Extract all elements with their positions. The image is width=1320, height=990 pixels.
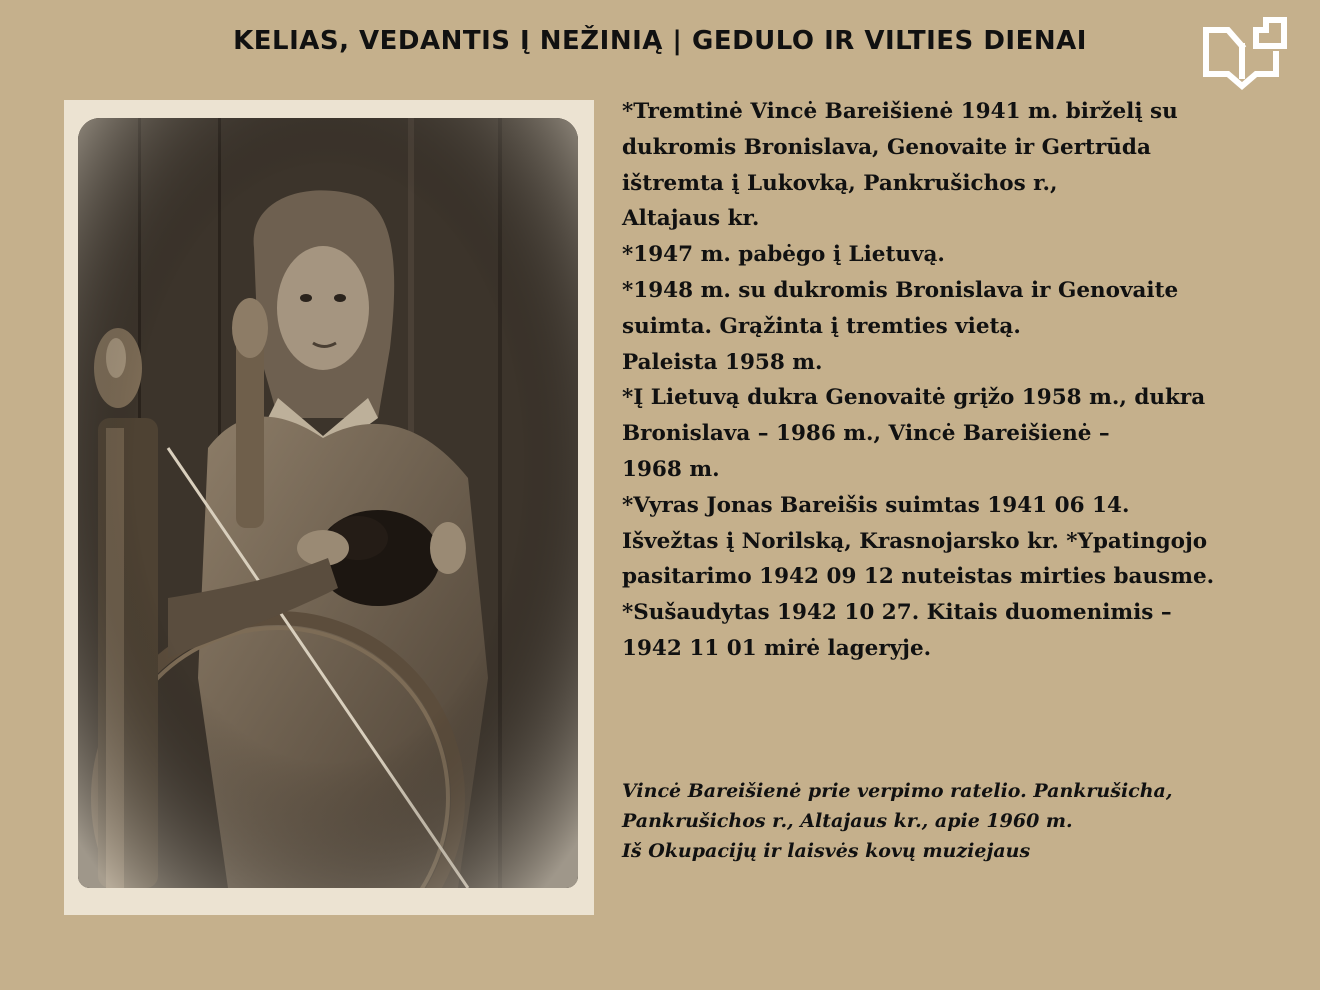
caption-line: Pankrušichos r., Altajaus kr., apie 1960 m. [622, 810, 1073, 832]
photo-caption [622, 776, 1302, 866]
biography-text [622, 94, 1302, 667]
text-line: Paleista 1958 m. [622, 349, 823, 375]
historical-photo [78, 118, 578, 888]
text-line: ištremta į Lukovką, Pankrušichos r., [622, 170, 1058, 196]
text-line: 1942 11 01 mirė lageryje. [622, 635, 932, 661]
open-book-icon [1198, 16, 1290, 94]
text-line: *1948 m. su dukromis Bronislava ir Genovaite [622, 277, 1179, 303]
caption-line: Vincė Bareišienė prie verpimo ratelio. Pankrušicha, [622, 780, 1173, 802]
caption-line: Iš Okupacijų ir laisvės kovų muziejaus [622, 840, 1031, 862]
text-line: *Į Lietuvą dukra Genovaitė grįžo 1958 m., dukra [622, 385, 1206, 411]
text-line: Bronislava – 1986 m., Vincė Bareišienė – [622, 421, 1110, 447]
text-line: dukromis Bronislava, Genovaite ir Gertrūda [622, 134, 1151, 160]
text-line: 1968 m. [622, 456, 720, 482]
text-line: Išvežtas į Norilską, Krasnojarsko kr. *Ypatingojo [622, 528, 1208, 554]
text-line: *Tremtinė Vincė Bareišienė 1941 m. birželį su [622, 99, 1178, 124]
page-title: KELIAS, VEDANTIS Į NEŽINIĄ | GEDULO IR VILTIES DIENAI [233, 26, 1087, 56]
photo-image [78, 118, 578, 888]
text-line: *Vyras Jonas Bareišis suimtas 1941 06 14. [622, 492, 1130, 518]
text-line: *Sušaudytas 1942 10 27. Kitais duomenimis – [622, 600, 1172, 626]
text-line: suimta. Grąžinta į tremties vietą. [622, 313, 1021, 339]
text-line: *1947 m. pabėgo į Lietuvą. [622, 242, 945, 268]
photo-frame [64, 100, 594, 915]
logo [1198, 16, 1290, 94]
text-line: pasitarimo 1942 09 12 nuteistas mirties bausme. [622, 564, 1215, 590]
text-line: Altajaus kr. [622, 206, 760, 232]
